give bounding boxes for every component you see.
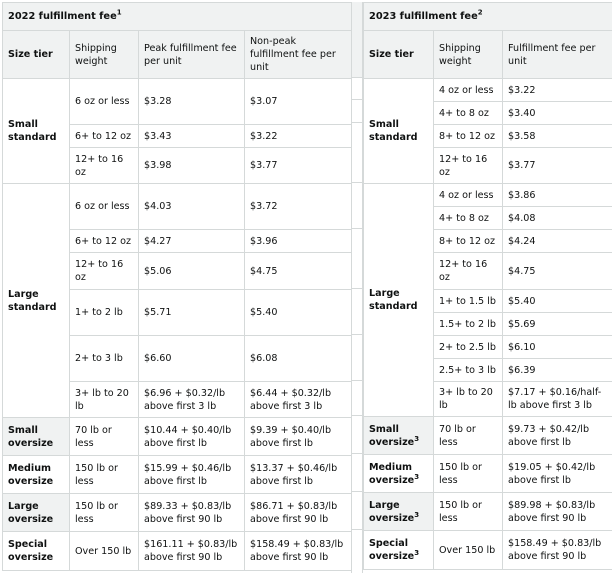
table-row [3, 79, 352, 125]
header-peak-fee: Peak fulfillment fee per unit [139, 31, 245, 79]
non-peak-fee-cell: $3.96 [245, 230, 352, 253]
fee-cell: $4.75 [503, 253, 612, 290]
tier-medium-oversize: Medium oversize [3, 456, 70, 494]
divider [352, 122, 362, 123]
weight-cell: 150 lb or less [434, 493, 503, 531]
table-2023-fees [363, 2, 612, 570]
table-row [3, 532, 352, 571]
peak-fee-cell: $3.28 [139, 79, 245, 125]
peak-fee-cell: $161.11 + $0.83/lb above first 90 lb [139, 532, 245, 571]
peak-fee-cell: $6.60 [139, 336, 245, 382]
tier-large-standard: Large standard [3, 184, 70, 418]
fee-cell: $3.22 [503, 79, 612, 102]
divider [352, 415, 362, 416]
table-row [3, 184, 352, 230]
weight-cell: 1+ to 2 lb [70, 290, 139, 336]
non-peak-fee-cell: $4.75 [245, 253, 352, 290]
tier-small-oversize: Small oversize [3, 418, 70, 456]
weight-cell: 12+ to 16 oz [434, 148, 503, 184]
weight-cell: 6 oz or less [70, 79, 139, 125]
weight-cell: 70 lb or less [70, 418, 139, 456]
non-peak-fee-cell: $3.22 [245, 125, 352, 148]
fee-cell: $5.69 [503, 313, 612, 336]
tier-special-oversize: Special oversize$^3$ [364, 531, 434, 570]
tier-medium-oversize: Medium oversize$^3$ [364, 455, 434, 493]
fee-cell: $3.77 [503, 148, 612, 184]
non-peak-fee-cell: $158.49 + $0.83/lb above first 90 lb [245, 532, 352, 571]
non-peak-fee-cell: $13.37 + $0.46/lb above first lb [245, 456, 352, 494]
tier-large-oversize: Large oversize [3, 494, 70, 532]
weight-cell: 12+ to 16 oz [70, 253, 139, 290]
tier-small-oversize: Small oversize$^3$ [364, 417, 434, 455]
caption-row [3, 3, 352, 31]
tier-large-oversize: Large oversize$^3$ [364, 493, 434, 531]
table-row [364, 531, 612, 570]
peak-fee-cell: $89.33 + $0.83/lb above first 90 lb [139, 494, 245, 532]
column-gap [351, 2, 363, 573]
non-peak-fee-cell: $86.71 + $0.83/lb above first 90 lb [245, 494, 352, 532]
weight-cell: 4 oz or less [434, 184, 503, 207]
weight-cell: 12+ to 16 oz [434, 253, 503, 290]
caption-row [364, 3, 612, 31]
weight-cell: 150 lb or less [434, 455, 503, 493]
divider [352, 182, 362, 183]
weight-cell: 1.5+ to 2 lb [434, 313, 503, 336]
fee-cell: $9.73 + $0.42/lb above first lb [503, 417, 612, 455]
table-2023-caption: 2023 fulfillment fee$^2$ [364, 3, 612, 31]
fee-cell: $6.10 [503, 336, 612, 359]
footnote-marker: 3 [414, 434, 420, 443]
header-row [364, 31, 612, 79]
fee-cell: $158.49 + $0.83/lb above first 90 lb [503, 531, 612, 570]
tier-small-standard: Small standard [364, 79, 434, 184]
header-size-tier: Size tier [364, 31, 434, 79]
peak-fee-cell: $10.44 + $0.40/lb above first lb [139, 418, 245, 456]
divider [352, 288, 362, 289]
table-row [364, 417, 612, 455]
weight-cell: 4+ to 8 oz [434, 102, 503, 125]
weight-cell: 2+ to 3 lb [70, 336, 139, 382]
footnote-marker: 3 [414, 472, 420, 481]
header-shipping-weight: Shipping weight [70, 31, 139, 79]
table-row [364, 79, 612, 102]
footnote-marker: 2 [477, 8, 483, 17]
peak-fee-cell: $4.03 [139, 184, 245, 230]
fee-cell: $19.05 + $0.42/lb above first lb [503, 455, 612, 493]
table-row [364, 184, 612, 207]
peak-fee-cell: $5.06 [139, 253, 245, 290]
table-row [364, 455, 612, 493]
weight-cell: Over 150 lb [70, 532, 139, 571]
weight-cell: 150 lb or less [70, 494, 139, 532]
weight-cell: 2+ to 2.5 lb [434, 336, 503, 359]
weight-cell: 12+ to 16 oz [70, 148, 139, 184]
weight-cell: 3+ lb to 20 lb [70, 382, 139, 418]
footnote-marker: 3 [414, 548, 420, 557]
divider [352, 99, 362, 100]
divider [352, 491, 362, 492]
footnote-marker: 3 [414, 510, 420, 519]
non-peak-fee-cell: $3.07 [245, 79, 352, 125]
peak-fee-cell: $3.98 [139, 148, 245, 184]
weight-cell: Over 150 lb [434, 531, 503, 570]
non-peak-fee-cell: $3.72 [245, 184, 352, 230]
fee-cell: $6.39 [503, 359, 612, 382]
weight-cell: 3+ lb to 20 lb [434, 382, 503, 417]
table-row [3, 456, 352, 494]
peak-fee-cell: $15.99 + $0.46/lb above first lb [139, 456, 245, 494]
non-peak-fee-cell: $6.44 + $0.32/lb above first 3 lb [245, 382, 352, 418]
weight-cell: 8+ to 12 oz [434, 230, 503, 253]
weight-cell: 6+ to 12 oz [70, 230, 139, 253]
divider [352, 334, 362, 335]
fee-cell: $3.86 [503, 184, 612, 207]
header-shipping-weight: Shipping weight [434, 31, 503, 79]
peak-fee-cell: $3.43 [139, 125, 245, 148]
non-peak-fee-cell: $9.39 + $0.40/lb above first lb [245, 418, 352, 456]
non-peak-fee-cell: $6.08 [245, 336, 352, 382]
non-peak-fee-cell: $3.77 [245, 148, 352, 184]
weight-cell: 70 lb or less [434, 417, 503, 455]
peak-fee-cell: $6.96 + $0.32/lb above first 3 lb [139, 382, 245, 418]
fee-cell: $7.17 + $0.16/half-lb above first 3 lb [503, 382, 612, 417]
tier-small-standard: Small standard [3, 79, 70, 184]
weight-cell: 1+ to 1.5 lb [434, 290, 503, 313]
fee-cell: $4.24 [503, 230, 612, 253]
fee-cell: $3.40 [503, 102, 612, 125]
divider [352, 77, 362, 78]
weight-cell: 2.5+ to 3 lb [434, 359, 503, 382]
header-fulfillment-fee: Fulfillment fee per unit [503, 31, 612, 79]
fee-cell: $89.98 + $0.83/lb above first 90 lb [503, 493, 612, 531]
divider [352, 2, 362, 77]
table-2022-fees [2, 2, 352, 571]
weight-cell: 6+ to 12 oz [70, 125, 139, 148]
weight-cell: 4 oz or less [434, 79, 503, 102]
fee-cell: $5.40 [503, 290, 612, 313]
peak-fee-cell: $5.71 [139, 290, 245, 336]
footnote-marker: 1 [116, 8, 122, 17]
tier-special-oversize: Special oversize [3, 532, 70, 571]
header-non-peak-fee: Non-peak fulfillment fee per unit [245, 31, 352, 79]
table-2022-caption: 2022 fulfillment fee$^1$ [3, 3, 352, 31]
weight-cell: 6 oz or less [70, 184, 139, 230]
peak-fee-cell: $4.27 [139, 230, 245, 253]
table-row [3, 494, 352, 532]
weight-cell: 4+ to 8 oz [434, 207, 503, 230]
divider [352, 529, 362, 530]
divider [352, 228, 362, 229]
table-row [364, 493, 612, 531]
fee-cell: $3.58 [503, 125, 612, 148]
header-size-tier: Size tier [3, 31, 70, 79]
table-row [3, 418, 352, 456]
fee-cell: $4.08 [503, 207, 612, 230]
divider [352, 453, 362, 454]
header-row [3, 31, 352, 79]
non-peak-fee-cell: $5.40 [245, 290, 352, 336]
tier-large-standard: Large standard [364, 184, 434, 417]
weight-cell: 8+ to 12 oz [434, 125, 503, 148]
divider [352, 380, 362, 381]
weight-cell: 150 lb or less [70, 456, 139, 494]
